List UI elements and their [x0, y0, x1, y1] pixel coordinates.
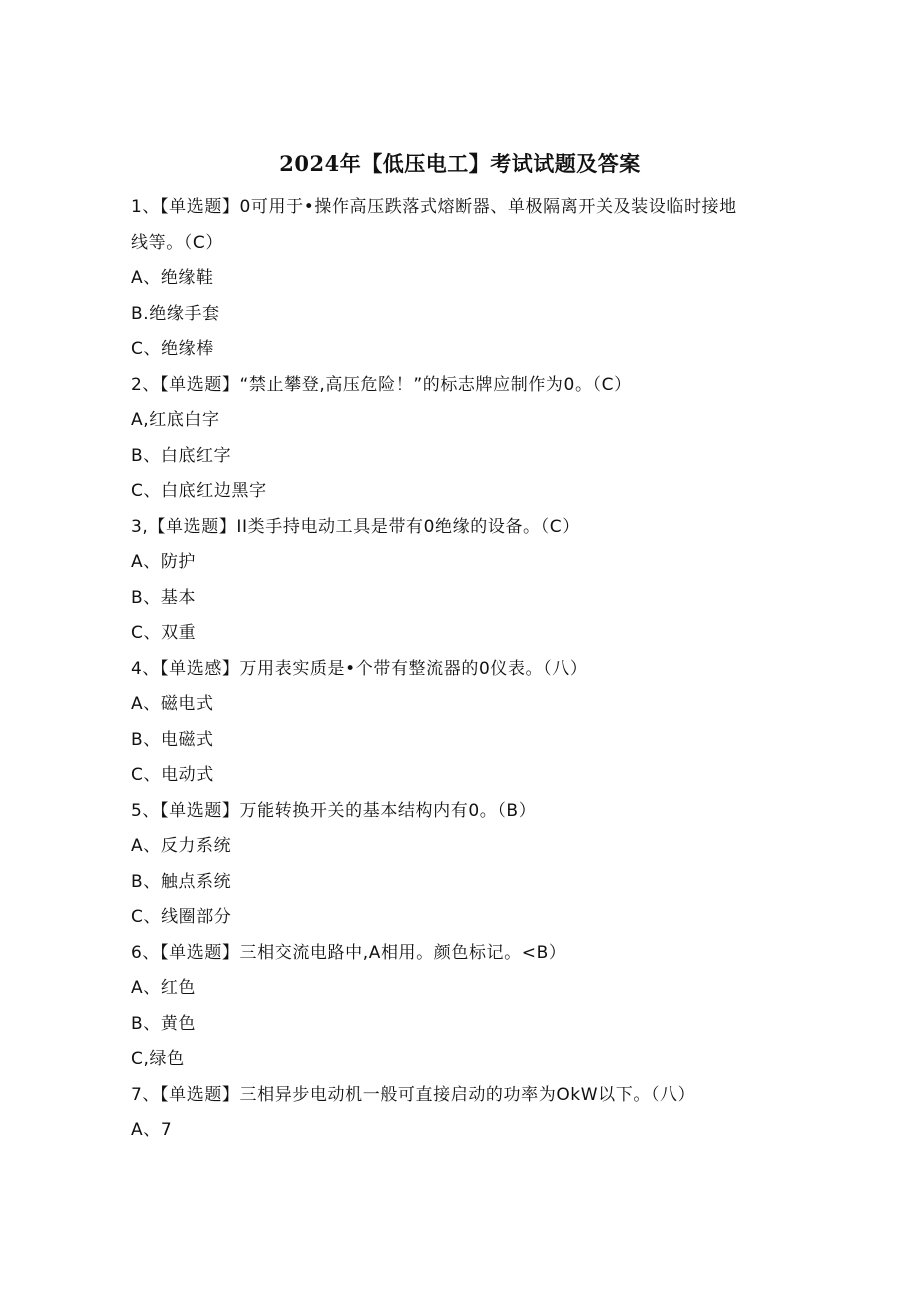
- text-line: C、绝缘棒: [131, 339, 214, 359]
- text-line: A、红色: [131, 978, 197, 998]
- text-line: A,红底白字: [131, 410, 220, 430]
- text-line: 3,【单选题】II类手持电动工具是带有0绝缘的设备。（C）: [131, 516, 580, 537]
- question-list: [131, 190, 791, 1149]
- document-title: 2024年【低压电工】考试试题及答案: [279, 151, 641, 176]
- text-line: 5、【单选题】万能转换开关的基本结构内有0。（B）: [131, 800, 537, 821]
- text-line: B.绝缘手套: [131, 303, 220, 324]
- text-line: 4、【单选感】万用表实质是•个带有整流器的0仪表。（八）: [131, 658, 588, 679]
- text-line: C,绿色: [131, 1049, 185, 1069]
- text-line: B、电磁式: [131, 729, 214, 750]
- text-line: 7、【单选题】三相异步电动机一般可直接启动的功率为OkW以下。（八）: [131, 1084, 696, 1105]
- text-line: A、磁电式: [131, 694, 214, 714]
- text-line: C、白底红边黑字: [131, 481, 267, 501]
- text-line: A、反力系统: [131, 836, 232, 856]
- text-line: B、黄色: [131, 1013, 197, 1034]
- text-line: A、绝缘鞋: [131, 268, 214, 288]
- text-line: 2、【单选题】“禁止攀登,高压危险！”的标志牌应制作为0。（C）: [131, 374, 632, 395]
- text-line: 6、【单选题】三相交流电路中,A相用。颜色标记。<B）: [131, 942, 567, 963]
- text-line: B、触点系统: [131, 871, 232, 892]
- text-line: 1、【单选题】0可用于•操作高压跌落式熔断器、单极隔离开关及装设临时接地: [131, 197, 737, 217]
- text-line: B、基本: [131, 587, 197, 608]
- text-line: C、电动式: [131, 765, 214, 785]
- text-line: C、双重: [131, 623, 197, 643]
- text-line: A、7: [131, 1120, 173, 1140]
- text-line: 线等。（C）: [131, 232, 223, 253]
- text-line: A、防护: [131, 552, 197, 572]
- text-line: C、线圈部分: [131, 907, 232, 927]
- text-line: B、白底红字: [131, 445, 232, 466]
